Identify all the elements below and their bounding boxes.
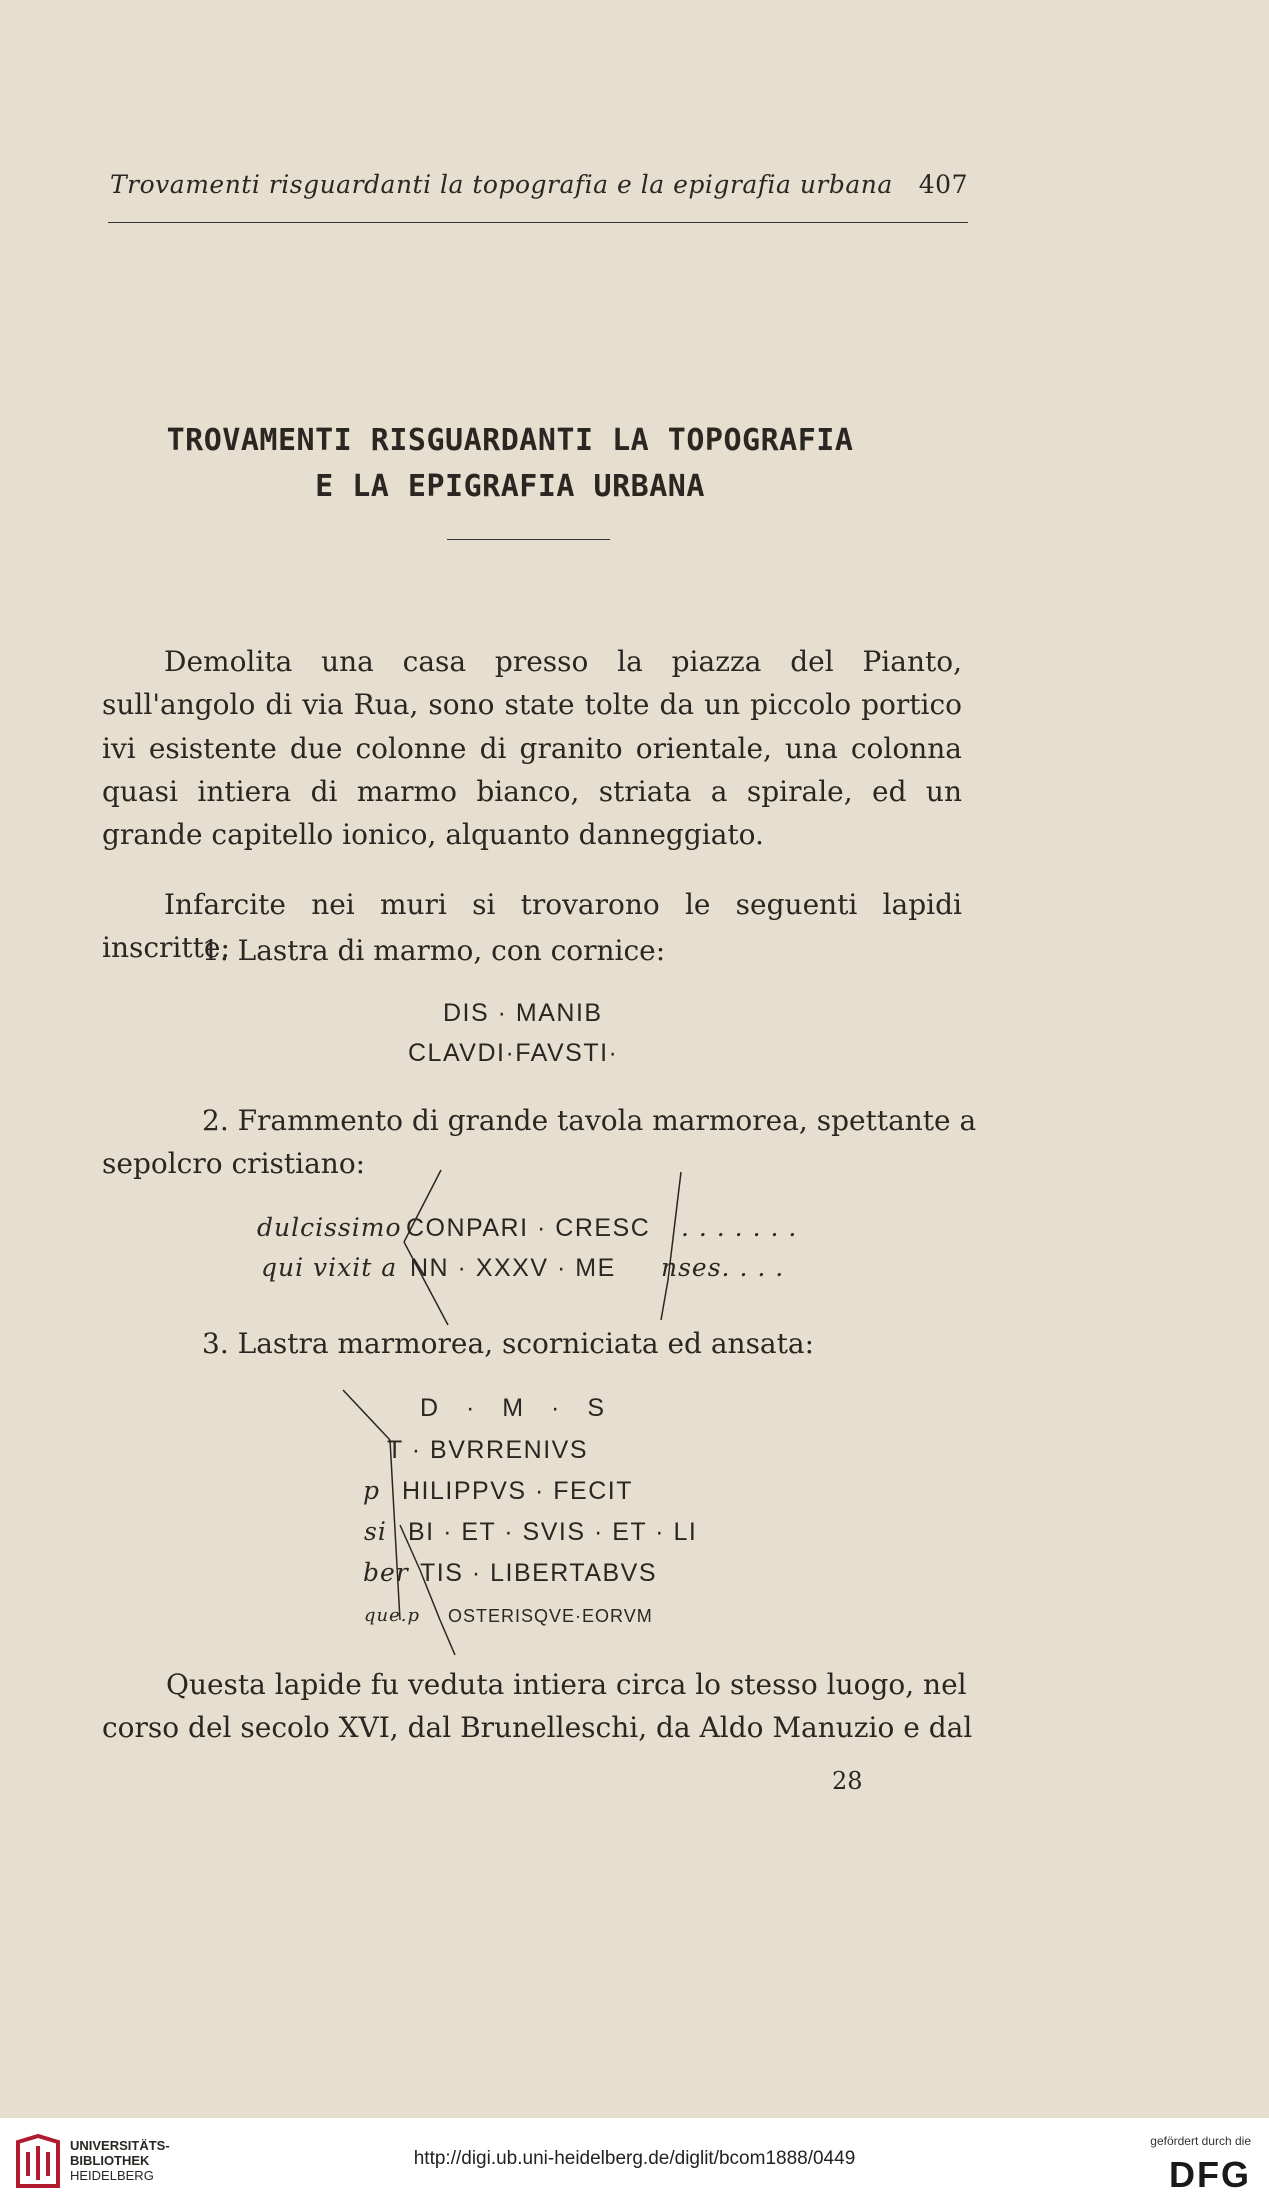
title-rule — [447, 539, 610, 540]
inscription-3-line-6: OSTERISQVE·EORVM — [448, 1606, 653, 1626]
inscription-3-line-5-prefix: ber — [363, 1558, 409, 1587]
running-title: Trovamenti risguardanti la topografia e la epigrafia urbana — [110, 170, 893, 199]
signature-mark: 28 — [832, 1767, 863, 1795]
inscription-3-line-2: T · BVRRENIVS — [387, 1436, 589, 1464]
last-paragraph-line-2: corso del secolo XVI, dal Brunelleschi, da Aldo Manuzio e dal — [102, 1711, 973, 1744]
inscription-3-line-1: D · M · S — [420, 1394, 606, 1422]
inscription-2-line-1-prefix: dulcissimo — [257, 1213, 402, 1242]
last-paragraph-line-1: Questa lapide fu veduta intiera circa lo stesso luogo, nel — [166, 1668, 967, 1701]
page-number: 407 — [918, 170, 968, 199]
dfg-logo: DFG — [1169, 2154, 1251, 2195]
inscription-3-line-4: BI · ET · SVIS · ET · LI — [408, 1518, 698, 1546]
item-2-label-line-2: sepolcro cristiano: — [102, 1147, 366, 1180]
inscription-2-line-2-text: NN · XXXV · ME — [410, 1254, 616, 1282]
break-line-3a — [343, 1390, 390, 1440]
funded-by-note: gefördert durch die — [1150, 2134, 1251, 2148]
inscription-2-line-2-prefix: qui vixit a — [261, 1253, 398, 1282]
inscription-3-line-3: HILIPPVS · FECIT — [402, 1477, 633, 1505]
inscription-3-line-5: TIS · LIBERTABVS — [420, 1559, 658, 1587]
header-rule — [108, 222, 968, 223]
paragraph-1: Demolita una casa presso la piazza del Pianto, sull'angolo di via Rua, sono state tolte da un piccolo portico ivi esistente due colonne di granito orientale, una colonna quasi intiera di marmo bianco, striata a spirale, ed un grande capitello ionico, alquanto danneggiato. — [102, 645, 962, 852]
inscription-1-line-2: CLAVDI·FAVSTI· — [408, 1039, 619, 1067]
item-1-label: 1. Lastra di marmo, con cornice: — [202, 934, 666, 967]
inscription-1-line-1: DIS · MANIB — [443, 999, 603, 1027]
article-title-line-2: E LA EPIGRAFIA URBANA — [315, 469, 705, 504]
paragraph-2: Infarcite nei muri si trovarono le seguenti lapidi inscritte: — [102, 888, 962, 965]
inscription-3-line-4-prefix: si — [364, 1517, 387, 1546]
permalink-url[interactable]: http://digi.ub.uni-heidelberg.de/diglit/bcom1888/0449 — [413, 2148, 856, 2169]
inscription-2-line-2-suffix: nses. . . . — [661, 1253, 785, 1282]
inscription-3-line-6-prefix: que.p — [364, 1605, 421, 1626]
article-title — [120, 418, 900, 510]
item-3-label: 3. Lastra marmorea, scorniciata ed ansata: — [202, 1327, 815, 1360]
inscription-3-line-3-prefix: p — [363, 1476, 381, 1505]
library-name: UNIVERSITÄTS- BIBLIOTHEK HEIDELBERG — [70, 2138, 170, 2183]
inscription-2-line-1-dots: . . . . . . . — [681, 1213, 798, 1242]
running-head — [110, 170, 968, 199]
item-2-label-line-1: 2. Frammento di grande tavola marmorea, spettante a — [202, 1104, 977, 1137]
article-title-line-1: TROVAMENTI RISGUARDANTI LA TOPOGRAFIA — [166, 423, 854, 458]
footer-bar — [0, 2118, 1269, 2206]
inscription-2-line-1-text: CONPARI · CRESC — [406, 1214, 651, 1242]
